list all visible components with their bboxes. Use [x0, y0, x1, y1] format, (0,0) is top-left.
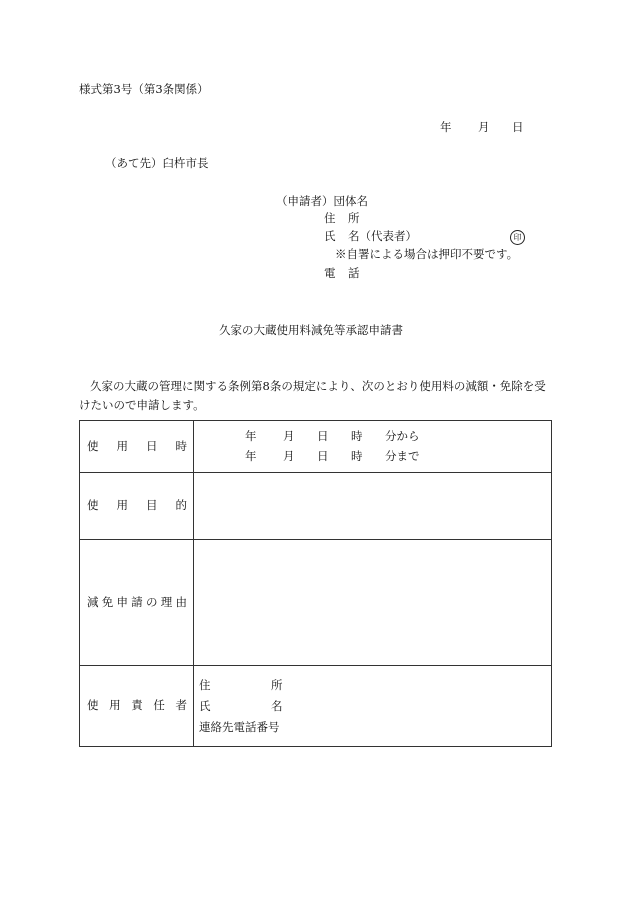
dt-from-month: 月: [283, 429, 295, 443]
dt-from-minute: 分から: [385, 429, 420, 443]
dt-from-year: 年: [245, 429, 257, 443]
applicant-name-label-1: 氏: [324, 229, 336, 243]
resp-address-label-1: 住: [199, 678, 211, 692]
form-number: 様式第3号（第3条関係）: [79, 82, 209, 96]
application-table: [79, 420, 552, 747]
label-char: の: [146, 594, 158, 609]
date-line: [440, 120, 524, 134]
label-char: 時: [175, 438, 187, 453]
seal-icon: 印: [510, 230, 525, 245]
label-char: 日: [146, 438, 158, 453]
applicant-org-label: （申請者）団体名: [276, 194, 368, 208]
label-usage-purpose: [80, 473, 194, 540]
table-row: [80, 540, 552, 666]
applicant-phone-label-1: 電: [324, 266, 336, 280]
usage-purpose-cell[interactable]: [194, 473, 552, 540]
resp-name-label-2: 名: [271, 699, 283, 713]
applicant-address: [324, 211, 360, 225]
label-char: 的: [175, 498, 187, 513]
dt-to-minute: 分まで: [385, 449, 420, 463]
dt-from-day: 日: [317, 429, 329, 443]
label-usage-datetime: [80, 421, 194, 473]
resp-address-label-2: 所: [271, 678, 283, 692]
body-line-2: けたいので申請します。: [79, 398, 205, 412]
label-char: 用: [109, 698, 121, 713]
label-char: 申: [116, 594, 128, 609]
label-char: 任: [153, 698, 165, 713]
label-char: 免: [101, 594, 114, 609]
date-year: 年: [440, 120, 452, 134]
label-char: 使: [87, 698, 99, 713]
applicant-address-label-2: 所: [348, 211, 360, 225]
table-row: [80, 473, 552, 540]
label-responsible-person: [80, 666, 194, 747]
label-char: 目: [146, 498, 158, 513]
dt-to-hour: 時: [351, 449, 363, 463]
applicant-address-label-1: 住: [324, 211, 336, 225]
applicant-phone: [324, 266, 360, 280]
date-day: 日: [512, 120, 524, 134]
label-char: 減: [87, 594, 99, 609]
applicant-name-label-2: 名（代表者）: [348, 229, 417, 243]
resp-name-label-1: 氏: [199, 699, 211, 713]
document-title: 久家の大蔵使用料減免等承認申請書: [219, 323, 403, 337]
label-char: 用: [116, 498, 128, 513]
dt-to-month: 月: [283, 449, 295, 463]
label-char: 使: [87, 498, 99, 513]
label-reduction-reason: [80, 540, 194, 666]
label-char: 請: [131, 594, 143, 609]
applicant-note: ※自署による場合は押印不要です。: [335, 247, 519, 261]
table-row: [80, 421, 552, 473]
usage-datetime-cell[interactable]: [194, 421, 552, 473]
label-char: 理: [160, 594, 173, 609]
dt-to-year: 年: [245, 449, 257, 463]
resp-phone-label: 連絡先電話番号: [199, 720, 280, 734]
body-line-1: 久家の大蔵の管理に関する条例第8条の規定により、次のとおり使用料の減額・免除を受: [90, 379, 546, 393]
label-char: 者: [175, 698, 187, 713]
applicant-phone-label-2: 話: [348, 266, 360, 280]
applicant-name: [324, 229, 417, 243]
responsible-person-cell[interactable]: [194, 666, 552, 747]
seal-mark: [510, 230, 525, 245]
label-char: 使: [87, 438, 99, 453]
addressee: （あて先）臼杵市長: [105, 156, 209, 170]
date-month: 月: [478, 120, 490, 134]
label-char: 由: [175, 594, 187, 609]
label-char: 用: [116, 438, 128, 453]
dt-to-day: 日: [317, 449, 329, 463]
table-row: [80, 666, 552, 747]
reduction-reason-cell[interactable]: [194, 540, 552, 666]
dt-from-hour: 時: [351, 429, 363, 443]
label-char: 責: [131, 698, 143, 713]
